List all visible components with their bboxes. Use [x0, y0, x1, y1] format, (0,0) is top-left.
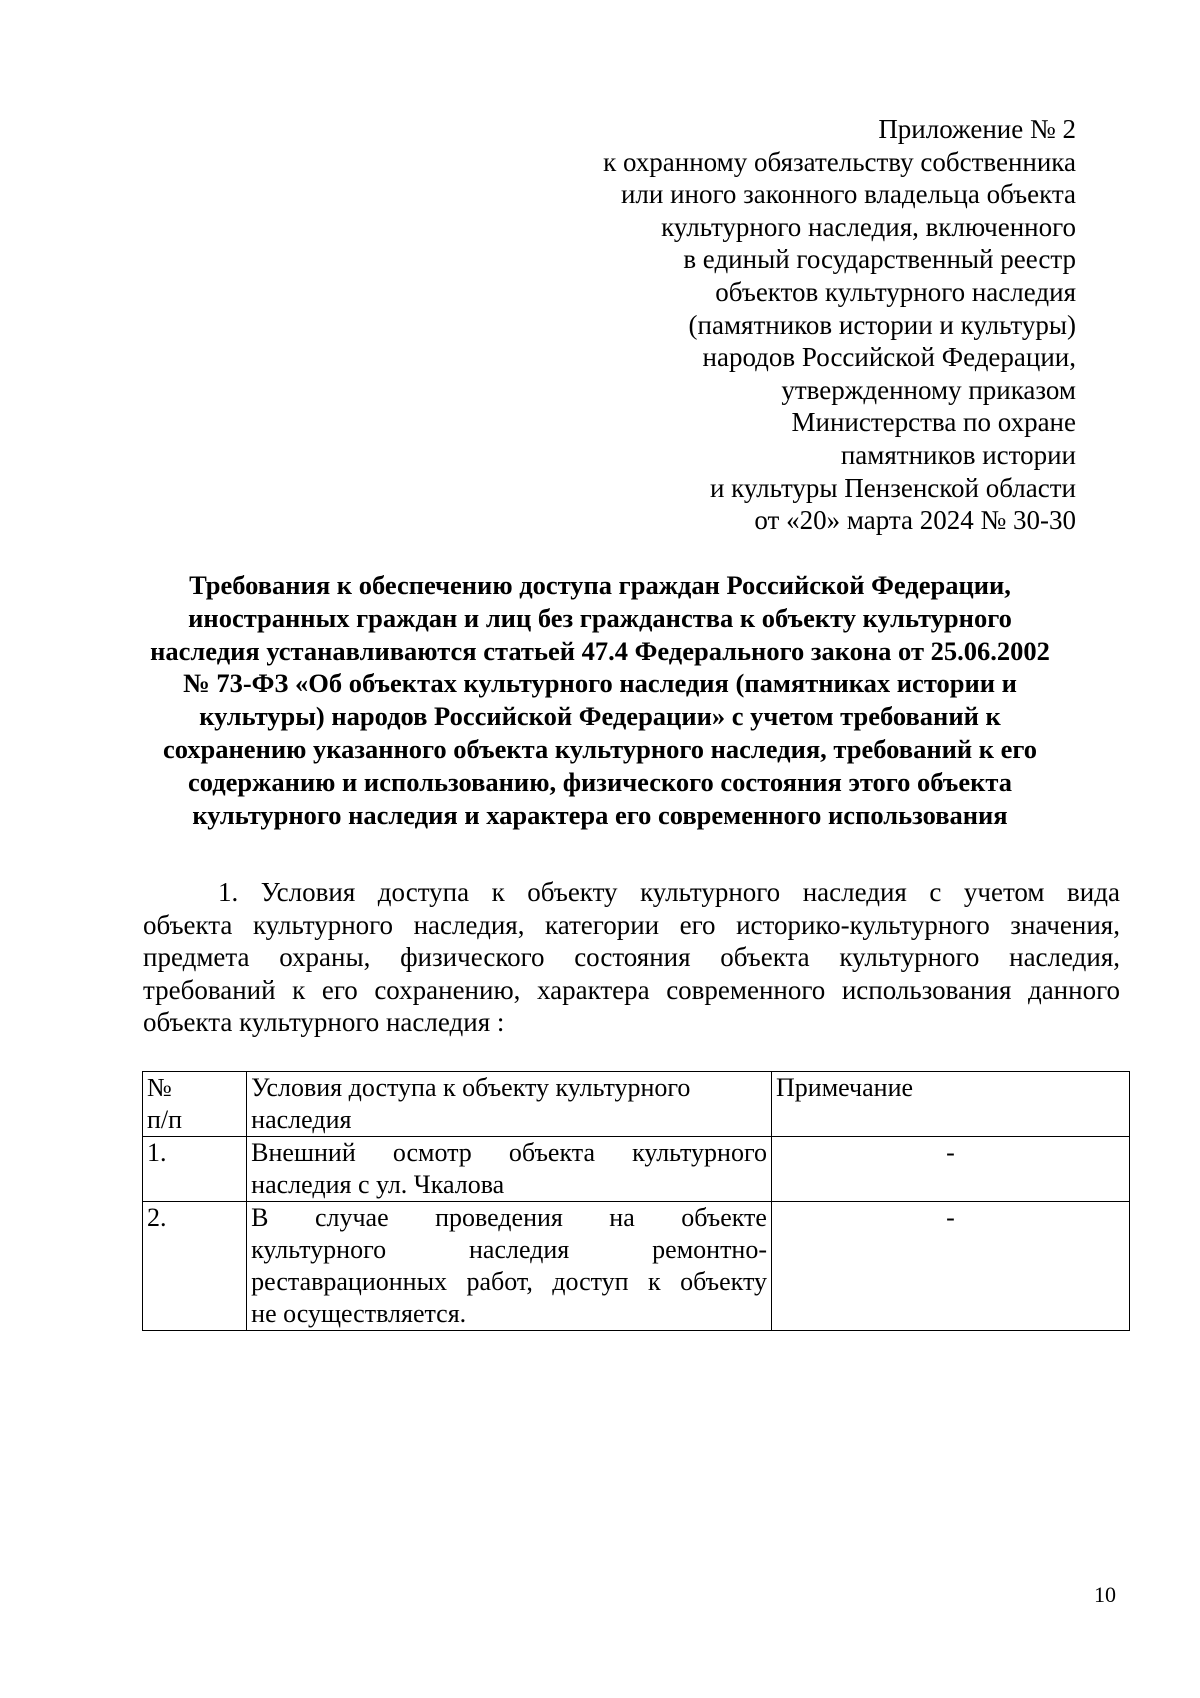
word: характера	[536, 974, 650, 1005]
appendix-line: (памятников истории и культуры)	[688, 309, 1076, 340]
word: доступ	[552, 1267, 629, 1296]
word: вида	[1067, 877, 1120, 907]
table-header-row	[143, 1072, 1130, 1137]
appendix-line: от «20» марта 2024 № 30-30	[754, 505, 1076, 536]
word: культурного	[632, 1138, 767, 1167]
word: объекте	[681, 1203, 767, 1232]
appendix-line: утвержденному приказом	[781, 374, 1076, 405]
word: к	[292, 974, 306, 1005]
word: физического	[400, 942, 545, 972]
word: учетом	[963, 877, 1045, 907]
intro-paragraph	[143, 876, 1120, 1039]
heading-line: сохранению указанного объекта культурного наследия, требований к его	[162, 733, 1038, 764]
word: работ,	[466, 1267, 533, 1296]
row-note: -	[772, 1202, 1130, 1331]
word: наследия,	[413, 909, 525, 940]
appendix-line: Приложение № 2	[878, 114, 1076, 144]
word: случае	[314, 1203, 389, 1232]
appendix-line: народов Российской Федерации,	[702, 342, 1076, 373]
word: значения,	[1010, 909, 1120, 940]
word: В	[251, 1203, 269, 1232]
appendix-block	[516, 113, 1076, 537]
word: объекту	[527, 877, 618, 907]
heading-line: культуры) народов Российской Федерации» с учетом требований к	[199, 701, 1001, 732]
header-condition: Условия доступа к объекту культурного наследия	[247, 1072, 772, 1137]
word: 1.	[218, 877, 239, 907]
heading-line: Требования к обеспечению доступа граждан Российской Федерации,	[189, 570, 1011, 600]
word: объекта	[720, 942, 810, 972]
word: культурного	[251, 1235, 387, 1264]
appendix-line: памятников истории	[840, 439, 1076, 470]
word: историко-культурного	[736, 909, 990, 940]
document-heading	[140, 569, 1060, 831]
word: на	[609, 1203, 635, 1232]
word: наследия	[802, 877, 907, 907]
word: категории	[545, 909, 660, 940]
access-conditions-table	[142, 1071, 1130, 1331]
word: Условия	[260, 877, 356, 907]
row-num: 2.	[143, 1202, 247, 1331]
heading-line: наследия устанавливаются статьей 47.4 Федерального закона от 25.06.2002	[150, 635, 1050, 666]
heading-line: иностранных граждан и лиц без гражданства к объекту культурного	[188, 602, 1012, 633]
word: данного	[1027, 974, 1120, 1005]
appendix-line: в единый государственный реестр	[683, 244, 1076, 275]
row-num: 1.	[143, 1137, 247, 1202]
word: объекта	[508, 1138, 595, 1167]
word: культурного	[640, 877, 781, 907]
intro-line	[143, 876, 1120, 909]
intro-line: объекта культурного наследия :	[143, 1007, 505, 1037]
row-condition: В случае проведения на объекте культурного наследия ремонтно- реставрационных работ, доступ к объекту не осуществляется.	[247, 1202, 772, 1331]
appendix-line: объектов культурного наследия	[715, 276, 1076, 307]
appendix-line: и культуры Пензенской области	[709, 472, 1076, 503]
word: использования	[841, 974, 1012, 1005]
word: сохранению,	[374, 974, 521, 1005]
word: реставрационных	[251, 1267, 448, 1296]
word: культурного	[252, 909, 394, 940]
word: с	[929, 877, 942, 907]
word: охраны,	[279, 942, 371, 972]
heading-line: культурного наследия и характера его современного использования	[192, 799, 1008, 830]
intro-line	[143, 941, 1120, 974]
appendix-line: Министерства по охране	[791, 407, 1076, 438]
word: наследия	[468, 1235, 570, 1264]
intro-line	[143, 909, 1120, 942]
word: доступа	[377, 877, 470, 907]
word: к	[491, 877, 505, 907]
row-condition: Внешний осмотр объекта культурного наследия с ул. Чкалова	[247, 1137, 772, 1202]
header-num: № п/п	[143, 1072, 247, 1137]
heading-line: содержанию и использованию, физического состояния этого объекта	[188, 766, 1012, 797]
word: Внешний	[251, 1138, 356, 1167]
row-note: -	[772, 1137, 1130, 1202]
word: объекта	[143, 909, 233, 940]
word: состояния	[574, 942, 691, 972]
appendix-line: к охранному обязательству собственника	[603, 146, 1076, 177]
word: культурного	[839, 942, 980, 972]
word: требований	[143, 974, 276, 1005]
appendix-line: культурного наследия, включенного	[661, 211, 1076, 242]
heading-line: № 73-ФЗ «Об объектах культурного наследия (памятниках истории и	[183, 668, 1017, 699]
table-row	[143, 1202, 1130, 1331]
word: его	[321, 974, 358, 1005]
appendix-line: или иного законного владельца объекта	[620, 179, 1076, 210]
word: проведения	[435, 1203, 563, 1232]
word: его	[679, 909, 716, 940]
word: к	[648, 1267, 661, 1296]
header-note: Примечание	[772, 1072, 1130, 1137]
word: предмета	[143, 942, 250, 972]
word: объекту	[680, 1267, 767, 1296]
word: осмотр	[392, 1138, 472, 1167]
word: ремонтно-	[652, 1235, 767, 1264]
word: наследия,	[1009, 942, 1120, 972]
intro-line	[143, 974, 1120, 1007]
table-row	[143, 1137, 1130, 1202]
word: современного	[666, 974, 826, 1005]
page-number: 10	[1094, 1582, 1116, 1607]
